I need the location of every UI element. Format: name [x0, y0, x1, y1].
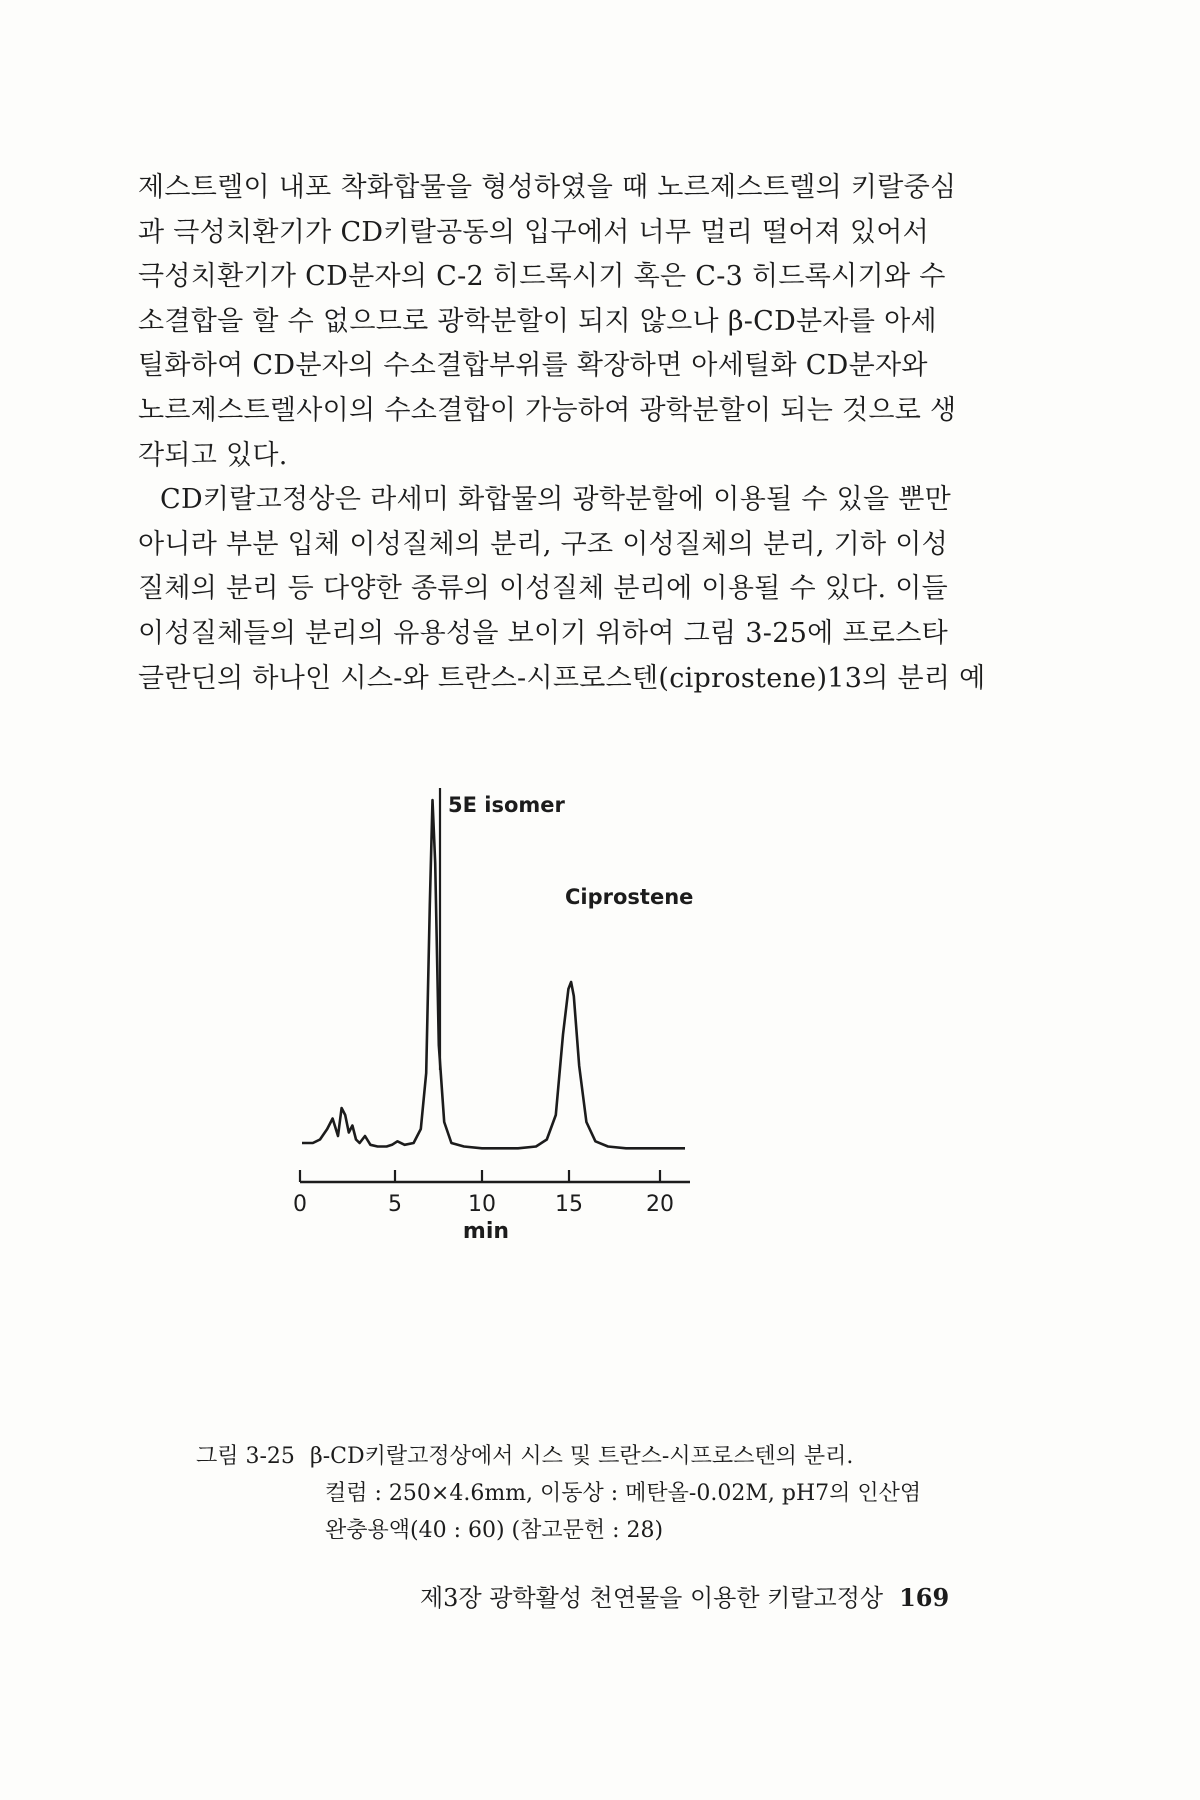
peak-label-ciprostene: Ciprostene [565, 885, 694, 909]
body-line: 소결합을 할 수 없으므로 광학분할이 되지 않으나 β-CD분자를 아세 [138, 305, 937, 337]
caption-title: β-CD키랄고정상에서 시스 및 트란스-시프로스텐의 분리. [310, 1444, 854, 1469]
body-line: 글란딘의 하나인 시스-와 트란스-시프로스텐(ciprostene)13의 분리 예 [138, 662, 986, 694]
figure-caption [196, 1438, 996, 1549]
body-line: CD키랄고정상은 라세미 화합물의 광학분할에 이용될 수 있을 뿐만 [160, 484, 952, 516]
x-tick-label: 0 [293, 1192, 307, 1217]
x-tick-label: 20 [646, 1192, 674, 1217]
x-tick-label: 5 [388, 1192, 402, 1217]
page-number: 169 [899, 1583, 950, 1612]
body-line: 과 극성치환기가 CD키랄공동의 입구에서 너무 멀리 떨어져 있어서 [138, 216, 930, 248]
chromatogram-figure [293, 770, 820, 1410]
running-footer [420, 1578, 980, 1613]
body-line: 틸화하여 CD분자의 수소결합부위를 확장하면 아세틸화 CD분자와 [138, 350, 928, 382]
caption-conditions-line: 컬럼 : 250×4.6mm, 이동상 : 메탄올-0.02M, pH7의 인산염 [325, 1481, 922, 1506]
x-tick-label: 15 [555, 1192, 583, 1217]
peak-label-5e-isomer: 5E isomer [448, 793, 565, 817]
chapter-title: 제3장 광학활성 천연물을 이용한 키랄고정상 [420, 1584, 884, 1612]
body-line: 질체의 분리 등 다양한 종류의 이성질체 분리에 이용될 수 있다. 이들 [138, 573, 949, 605]
x-tick-label: 10 [468, 1192, 496, 1217]
caption-conditions-line: 완충용액(40 : 60) (참고문헌 : 28) [325, 1518, 664, 1543]
body-line: 아니라 부분 입체 이성질체의 분리, 구조 이성질체의 분리, 기하 이성 [138, 528, 949, 560]
body-text [138, 166, 1018, 701]
body-line: 각되고 있다. [138, 439, 288, 471]
body-line: 노르제스트렐사이의 수소결합이 가능하여 광학분할이 되는 것으로 생 [138, 394, 957, 426]
x-axis-title: min [462, 1219, 510, 1244]
body-line: 극성치환기가 CD분자의 C-2 히드록시기 혹은 C-3 히드록시기와 수 [138, 261, 946, 293]
body-line: 제스트렐이 내포 착화합물을 형성하였을 때 노르제스트렐의 키랄중심 [138, 172, 957, 203]
chromatogram-trace [302, 800, 685, 1148]
caption-figure-number: 그림 3-25 [196, 1444, 295, 1469]
chromatogram-chart [293, 770, 820, 1410]
body-line: 이성질체들의 분리의 유용성을 보이기 위하여 그림 3-25에 프로스타 [138, 617, 948, 649]
x-axis-ticks [300, 1170, 660, 1182]
